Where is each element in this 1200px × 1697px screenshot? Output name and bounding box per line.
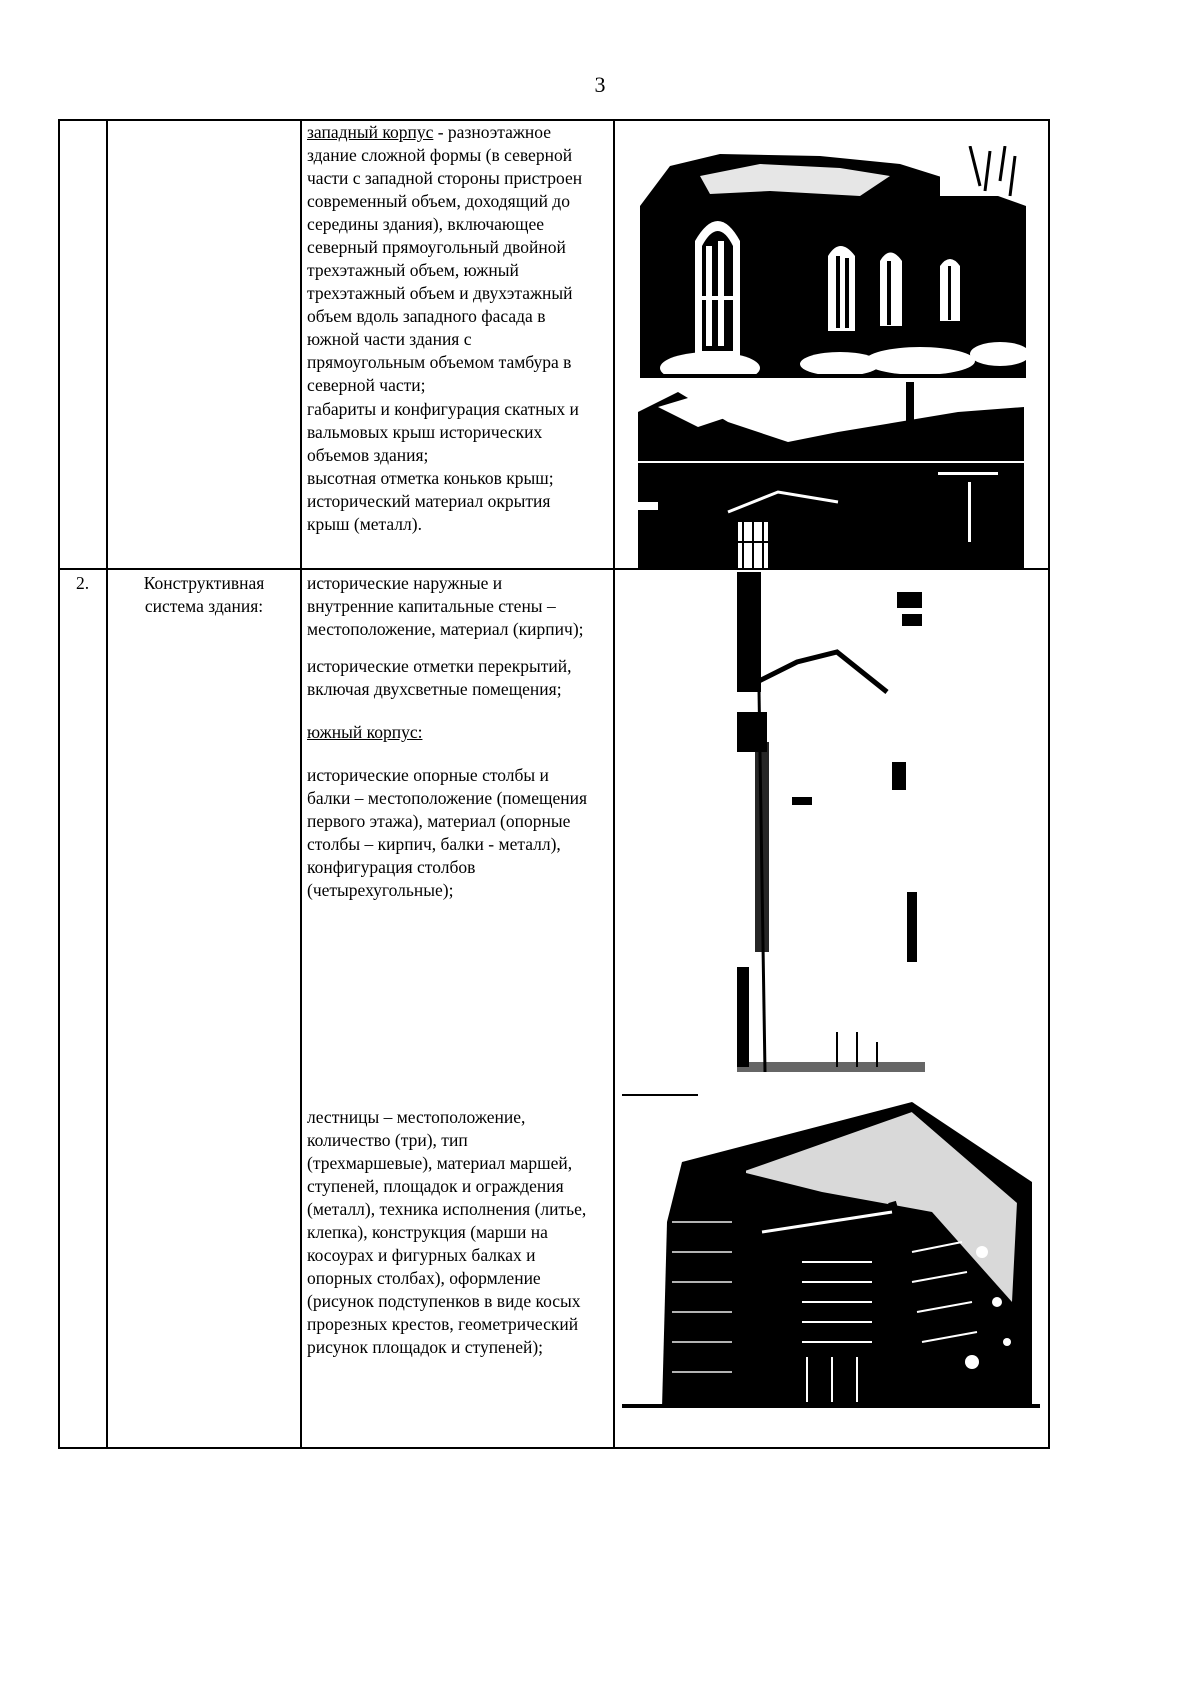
walls-paragraph: исторические наружные и внутренние капитальные стены – местоположение, материал (кирпич);: [307, 573, 584, 639]
staircase-photo: [622, 1102, 1040, 1408]
west-facade-photo: [640, 146, 1026, 378]
west-wing-first-line: - разноэтажное: [433, 122, 552, 142]
interior-wall-photo: [737, 572, 925, 1072]
roofs-paragraph: габариты и конфигурация скатных и вальмовых крыш исторических объемов здания; высотная отметка коньков крыш; исторический материал окрытия крыш (металл).: [307, 399, 579, 534]
west-wing-heading: западный корпус: [307, 122, 434, 142]
stairs-paragraph: лестницы – местоположение, количество (три), тип (трехмаршевые), материал маршей, ступеней, площадок и ограждения (металл), техника исполнения (литье, клепка), конструкция (марши на косоурах и фигурных балках и опорных столбах), оформление (рисунок подступенков в виде косых прорезных крестов, геометрический рисунок площадок и ступеней);: [307, 1107, 587, 1357]
roof-photo: [638, 382, 1024, 568]
row-index: 2.: [76, 573, 90, 593]
row-divider: [58, 568, 1050, 570]
column-divider-1: [106, 119, 108, 1449]
table-border-right: [1048, 119, 1050, 1449]
page-number: 3: [594, 72, 606, 97]
west-wing-description: здание сложной формы (в северной части с западной стороны пристроен современный объем, доходящий до середины здания), включающее северный прямоугольный двойной трехэтажный объем, южный трехэтажный объем и двухэтажный объем вдоль западного фасада в южной части здания с прямоугольным объемом тамбура в северной части;: [307, 145, 583, 395]
column-divider-2: [300, 119, 302, 1449]
row-name: Конструктивная система здания:: [143, 573, 265, 616]
table-border-bottom: [58, 1447, 1050, 1449]
south-wing-heading: южный корпус:: [307, 722, 423, 742]
floors-paragraph: исторические отметки перекрытий, включая двухсветные помещения;: [307, 656, 572, 699]
west-wing-paragraph: [307, 121, 582, 397]
pillars-paragraph: исторические опорные столбы и балки – местоположение (помещения первого этажа), материал (опорные столбы – кирпич, балки - металл), конфигурация столбов (четырехугольные);: [307, 765, 588, 900]
column-divider-3: [613, 119, 615, 1449]
table-border-left: [58, 119, 60, 1449]
photo-separator-line: [622, 1094, 698, 1096]
